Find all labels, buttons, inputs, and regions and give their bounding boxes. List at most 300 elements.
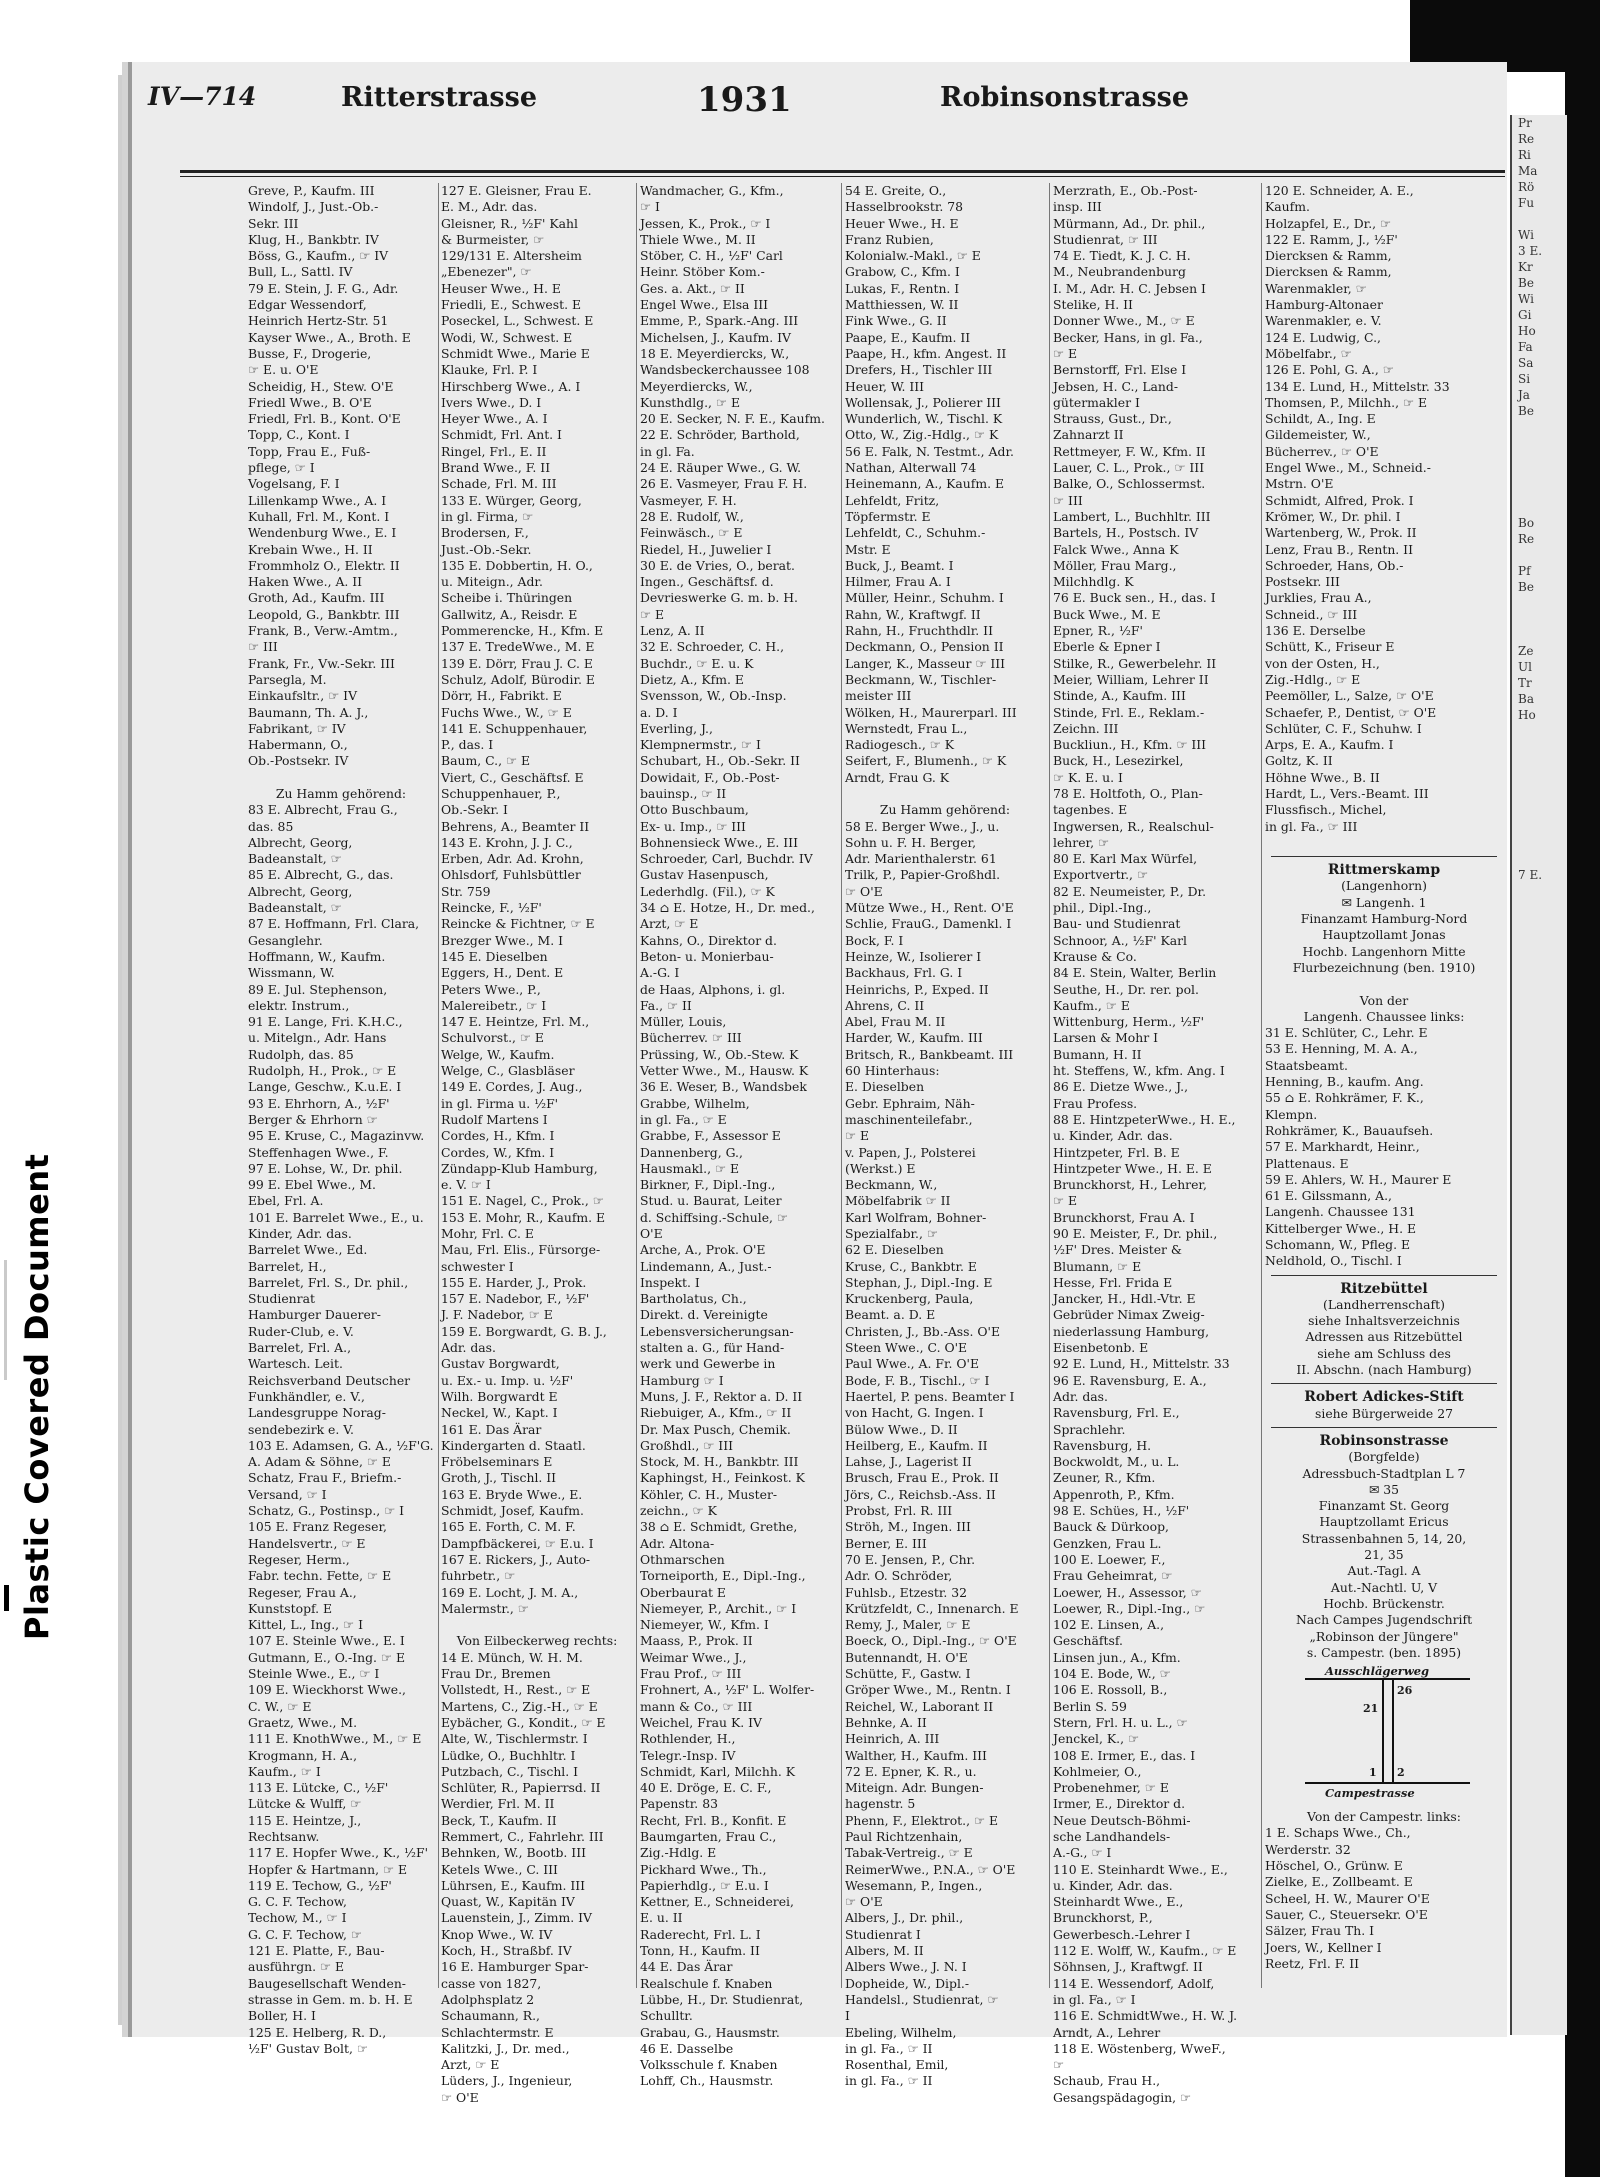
directory-entry-line: Ebeling, Wilhelm, <box>845 2024 957 2040</box>
directory-entry-line: Töpfermstr. E <box>845 508 931 524</box>
directory-entry-line: Stern, Frl. H. u. L., ☞ <box>1053 1714 1188 1730</box>
directory-entry-line: 21, 35 <box>1364 1547 1404 1563</box>
directory-entry-line: Bernstorff, Frl. Else I <box>1053 362 1187 378</box>
page-header <box>0 80 1370 126</box>
directory-entry-line: 20 E. Secker, N. F. E., Kaufm. <box>640 411 825 427</box>
directory-entry-line: Heuer Wwe., H. E <box>845 215 959 231</box>
directory-entry-line: 105 E. Franz Regeser, <box>248 1519 387 1535</box>
directory-entry-line: Arndt, A., Lehrer <box>1053 2024 1161 2040</box>
directory-entry-line: Kunststopf. E <box>248 1600 333 1616</box>
directory-entry-line: Diercksen & Ramm, <box>1265 264 1392 280</box>
directory-entry-line: Gutmann, E., O.-Ing. ☞ E <box>248 1649 406 1665</box>
directory-entry-line: Baum, C., ☞ E <box>441 753 531 769</box>
directory-entry-line: Krömer, W., Dr. phil. I <box>1265 508 1401 524</box>
directory-entry-line: Paape, E., Kaufm. II <box>845 329 971 345</box>
directory-entry-line: Welge, C., Glasbläser <box>441 1063 575 1079</box>
directory-entry-line: A. Adam & Söhne, ☞ E <box>248 1454 391 1470</box>
directory-entry-line: Albrecht, Georg, <box>248 883 353 899</box>
directory-entry-line: Kittelberger Wwe., H. E <box>1265 1220 1417 1236</box>
directory-entry-line: Heuser Wwe., H. E <box>441 280 561 296</box>
directory-entry-line: Barrelet Wwe., Ed. <box>248 1242 368 1258</box>
directory-entry-line: Köhler, C. H., Muster- <box>640 1486 778 1502</box>
directory-entry-line: Muns, J. F., Rektor a. D. II <box>640 1388 803 1404</box>
directory-entry-line: Klempnermstr., ☞ I <box>640 737 761 753</box>
directory-entry-line: Buck, H., Lesezirkel, <box>1053 753 1184 769</box>
directory-entry-line: Fabrikant, ☞ IV <box>248 720 346 736</box>
directory-entry-line: Flussfisch., Michel, <box>1265 802 1387 818</box>
directory-entry-line: 86 E. Dietze Wwe., J., <box>1053 1079 1189 1095</box>
directory-entry-line: Wesemann, P., Ingen., <box>845 1877 983 1893</box>
directory-entry-line: Krebain Wwe., H. II <box>248 541 373 557</box>
directory-entry-line: v. Papen, J., Polsterei <box>845 1144 976 1160</box>
directory-entry-line: ½F' Dres. Meister & <box>1053 1242 1182 1258</box>
directory-entry-line: Lahse, J., Lagerist II <box>845 1454 972 1470</box>
directory-entry-line: 1 E. Schaps Wwe., Ch., <box>1265 1825 1411 1841</box>
directory-entry-line: 36 E. Weser, B., Wandsbek <box>640 1079 807 1095</box>
directory-entry-line: Kolonialw.-Makl., ☞ E <box>845 248 981 264</box>
directory-entry-line: Schmidt, Alfred, Prok. I <box>1265 492 1414 508</box>
directory-entry-line: 59 E. Ahlers, W. H., Maurer E <box>1265 1171 1452 1187</box>
directory-entry-line: (Landherrenschaft) <box>1323 1296 1445 1312</box>
directory-entry-line: Langenh. Chaussee 131 <box>1265 1204 1416 1220</box>
directory-entry-line: Ahrens, C. II <box>845 997 925 1013</box>
directory-entry-line: Zig.-Hdlg., ☞ E <box>1265 671 1361 687</box>
directory-entry-line: sche Landhandels- <box>1053 1828 1171 1844</box>
directory-entry-line: Schütt, K., Friseur E <box>1265 639 1395 655</box>
directory-entry-line: Reichel, W., Laborant II <box>845 1698 994 1714</box>
directory-entry-line: Lehfeldt, C., Schuhm.- <box>845 525 986 541</box>
directory-entry-line: „Robinson der Jüngere" <box>1309 1628 1459 1644</box>
directory-entry-line: Beamt. a. D. E <box>845 1307 936 1323</box>
directory-entry-line: Dietz, A., Kfm. E <box>640 671 744 687</box>
directory-entry-line: Frau Dr., Bremen <box>441 1666 551 1682</box>
directory-entry-line: Kahns, O., Direktor d. <box>640 932 777 948</box>
directory-entry-line: Hilmer, Frau A. I <box>845 574 951 590</box>
directory-entry-line: ☞ <box>1053 2057 1065 2073</box>
directory-entry-line: 74 E. Tiedt, K. J. C. H. <box>1053 248 1191 264</box>
directory-entry-line: Boller, H. I <box>248 2008 316 2024</box>
directory-entry-line: in gl. Fa., ☞ I <box>1053 1991 1136 2007</box>
directory-entry-line: Sälzer, Frau Th. I <box>1265 1923 1374 1939</box>
directory-entry-line: Lauenstein, J., Zimm. IV <box>441 1910 593 1926</box>
directory-entry-line: Bülow Wwe., D. II <box>845 1421 958 1437</box>
directory-entry-line: Hintzpeter Wwe., H. E. E <box>1053 1160 1212 1176</box>
left-street-heading: Ritterstrasse <box>341 82 538 113</box>
directory-entry-line: Lüdke, O., Buchhltr. I <box>441 1747 576 1763</box>
year-heading: 1931 <box>697 80 792 120</box>
directory-entry-line: Schmidt, Karl, Milchh. K <box>640 1763 795 1779</box>
directory-entry-line: Trilk, P., Papier-Großhdl. <box>845 867 1001 883</box>
directory-entry-line: Flurbezeichnung (ben. 1910) <box>1292 959 1476 975</box>
directory-entry-line: 72 E. Epner, K. R., u. <box>845 1763 977 1779</box>
directory-entry-line: 83 E. Albrecht, Frau G., <box>248 802 398 818</box>
directory-entry-line: zeichn., ☞ K <box>640 1503 717 1519</box>
next-page-fragment: Ul <box>1518 660 1532 674</box>
directory-entry-line: Von der <box>1359 992 1409 1008</box>
scan-artifact <box>4 1260 7 1380</box>
directory-entry-line: Butennandt, H. O'E <box>845 1649 968 1665</box>
directory-entry-line: Studienrat, ☞ III <box>1053 231 1158 247</box>
directory-entry-line <box>1265 835 1503 851</box>
directory-entry-line: Niemeyer, P., Archit., ☞ I <box>640 1600 797 1616</box>
next-page-fragment <box>1512 755 1567 771</box>
directory-entry-line: Schubart, H., Ob.-Sekr. II <box>640 753 800 769</box>
directory-entry-line: Hauptzollamt Ericus <box>1319 1514 1449 1530</box>
directory-entry-line: Lederhdlg. (Fil.), ☞ K <box>640 883 775 899</box>
directory-entry-line: Zeuner, R., Kfm. <box>1053 1470 1156 1486</box>
directory-entry-line: in gl. Fa., ☞ E <box>640 1111 727 1127</box>
directory-entry-line: Schlüter, R., Papierrsd. II <box>441 1780 601 1796</box>
directory-entry-line: Zu Hamm gehörend: <box>879 802 1011 818</box>
directory-entry-line: Sohn u. F. H. Berger, <box>845 834 977 850</box>
directory-entry-line: Tonn, H., Kaufm. II <box>640 1943 760 1959</box>
next-page-fragment: Re <box>1518 532 1535 546</box>
directory-entry-line: Höschel, O., Grünw. E <box>1265 1858 1403 1874</box>
directory-entry-line: Schmidt, Josef, Kaufm. <box>441 1503 584 1519</box>
directory-entry-line: Arche, A., Prok. O'E <box>640 1242 766 1258</box>
column-4 <box>845 183 1045 2089</box>
directory-entry-line: Steen Wwe., C. O'E <box>845 1340 968 1356</box>
directory-entry-line: bauinsp., ☞ II <box>640 785 727 801</box>
directory-entry-line: Ob.-Postsekr. IV <box>248 753 349 769</box>
directory-entry-line: Buchdr., ☞ E. u. K <box>640 655 754 671</box>
directory-entry-line: Strauss, Gust., Dr., <box>1053 411 1172 427</box>
directory-entry-line: Dowidait, F., Ob.-Post- <box>640 769 780 785</box>
directory-entry-line: Kalitzki, J., Dr. med., <box>441 2040 570 2056</box>
directory-entry-line: Scheel, H. W., Maurer O'E <box>1265 1890 1430 1906</box>
directory-entry-line: Heinze, W., Isolierer I <box>845 948 982 964</box>
directory-entry-line: Groth, J., Tischl. II <box>441 1470 557 1486</box>
directory-entry-line: Holzapfel, E., Dr., ☞ <box>1265 215 1392 231</box>
directory-entry-line: Heinemann, A., Kaufm. E <box>845 476 1005 492</box>
directory-entry-line: 56 E. Falk, N. Testmt., Adr. <box>845 443 1014 459</box>
directory-entry-line: Bau- und Studienrat <box>1053 916 1181 932</box>
directory-entry-line: Brunckhorst, Frau A. I <box>1053 1209 1195 1225</box>
directory-entry-line: Alte, W., Tischlermstr. I <box>441 1731 588 1747</box>
directory-entry-line: Stud. u. Baurat, Leiter <box>640 1193 782 1209</box>
directory-entry-line: Kinder, Adr. das. <box>248 1226 352 1241</box>
directory-entry-line: Funkhändler, e. V., <box>248 1388 365 1404</box>
directory-entry-line: Bockwoldt, M., u. L. <box>1053 1454 1180 1470</box>
directory-entry-line: Loewer, R., Dipl.-Ing., ☞ <box>1053 1600 1206 1616</box>
section-rule <box>1271 1383 1497 1384</box>
next-page-fragment: Ba <box>1518 692 1534 706</box>
directory-entry-line: Adr. Altona- <box>640 1535 715 1551</box>
directory-entry-line: u. Miteign., Adr. <box>441 574 543 590</box>
directory-entry-line: 117 E. Hopfer Wwe., K., ½F' <box>248 1845 429 1861</box>
directory-entry-line: Linsen jun., A., Kfm. <box>1053 1649 1181 1665</box>
directory-entry-line: Lukas, F., Rentn. I <box>845 280 960 296</box>
street-map <box>1285 1665 1485 1805</box>
street-map-lines <box>1285 1665 1485 1805</box>
directory-entry-line: ht. Steffens, W., kfm. Ang. I <box>1053 1063 1225 1079</box>
directory-entry-line: Kohlmeier, O., <box>1053 1763 1142 1779</box>
directory-entry-line: Knop Wwe., W. IV <box>441 1926 553 1942</box>
directory-entry-line: Cordes, H., Kfm. I <box>441 1128 555 1144</box>
directory-entry-line: Beckmann, W., <box>845 1177 938 1193</box>
directory-entry-line: 61 E. Gilssmann, A., <box>1265 1188 1392 1204</box>
next-page-fragment <box>1512 803 1567 819</box>
directory-entry-line: 110 E. Steinhardt Wwe., E., <box>1053 1861 1228 1877</box>
directory-entry-line: Eggers, H., Dent. E <box>441 965 564 981</box>
directory-entry-line: ☞ E <box>640 606 665 622</box>
directory-entry-line: Behnke, A. II <box>845 1714 927 1730</box>
directory-entry-line <box>845 786 1045 802</box>
directory-entry-line: Jessen, K., Prok., ☞ I <box>640 215 771 231</box>
directory-entry-line: Otto Buschbaum, <box>640 802 749 818</box>
directory-entry-line: Miteign. Adr. Bungen- <box>845 1780 984 1796</box>
directory-entry-line: Heinr. Stöber Kom.- <box>640 264 765 280</box>
directory-entry-line: Lenz, A. II <box>640 623 705 639</box>
directory-entry-line: Diercksen & Ramm, <box>1265 248 1392 264</box>
directory-entry-line: Lange, Geschw., K.u.E. I <box>248 1079 402 1095</box>
directory-entry-line: Reincke, F., ½F' <box>441 900 542 916</box>
directory-entry-line: siehe Inhaltsverzeichnis <box>1308 1313 1460 1329</box>
directory-entry-line: Paul Richtzenhain, <box>845 1828 963 1844</box>
directory-entry-line: Devrieswerke G. m. b. H. <box>640 590 798 606</box>
directory-entry-line: Kruckenberg, Paula, <box>845 1291 974 1307</box>
directory-entry-line: Harder, W., Kaufm. III <box>845 1030 983 1046</box>
directory-entry-line: Buckliun., H., Kfm. ☞ III <box>1053 737 1207 753</box>
directory-entry-line: Papierhdlg., ☞ E.u. I <box>640 1877 769 1893</box>
directory-entry-line: Bull, L., Sattl. IV <box>248 264 353 280</box>
directory-entry-line: 135 E. Dobbertin, H. O., <box>441 557 593 573</box>
directory-entry-line: 53 E. Henning, M. A. A., <box>1265 1041 1418 1057</box>
directory-entry-line: Rahn, H., Fruchthdlr. II <box>845 623 993 639</box>
directory-entry-line: Probenehmer, ☞ E <box>1053 1780 1169 1796</box>
directory-entry-line: Weimar Wwe., J., <box>640 1649 747 1665</box>
directory-entry-line: Rechtsanw. <box>248 1828 320 1844</box>
directory-entry-line: Adr. O. Schröder, <box>845 1568 953 1584</box>
directory-entry-line: Fuhlsb., Etzestr. 32 <box>845 1584 968 1600</box>
directory-entry-line: Nathan, Alterwall 74 <box>845 460 977 476</box>
directory-entry-line: Irmer, E., Direktor d. <box>1053 1796 1186 1812</box>
next-page-fragment: 7 E. <box>1518 868 1543 882</box>
directory-entry-line: Gebrüder Nimax Zweig- <box>1053 1307 1205 1323</box>
directory-entry-line: in gl. Firma, ☞ <box>441 508 534 524</box>
directory-entry-line: Schulvorst., ☞ E <box>441 1030 544 1046</box>
directory-entry-line: Berger & Ehrhorn ☞ <box>248 1111 378 1127</box>
next-page-fragment <box>1512 723 1567 739</box>
directory-entry-line: Möbelfabr., ☞ <box>1265 345 1352 361</box>
directory-entry-line: Schade, Frl. M. III <box>441 476 557 492</box>
directory-entry-line: Abel, Frau M. II <box>845 1014 946 1030</box>
directory-entry-line: 122 E. Ramm, J., ½F' <box>1265 231 1398 247</box>
directory-entry-line: Schütte, F., Gastw. I <box>845 1666 971 1682</box>
directory-entry-line: ☞ E <box>1053 1193 1078 1209</box>
directory-entry-line: Wernstedt, Frau L., <box>845 720 968 736</box>
directory-entry-line: Koch, H., Straßbf. IV <box>441 1943 572 1959</box>
header-rule <box>180 170 1505 173</box>
directory-entry-line: von Hacht, G. Ingen. I <box>845 1405 984 1421</box>
directory-entry-line: 60 Hinterhaus: <box>845 1063 940 1079</box>
directory-entry-line: 129/131 E. Altersheim <box>441 248 582 264</box>
directory-entry-line: Einkaufsltr., ☞ IV <box>248 688 358 704</box>
directory-entry-line: Heuer, W. III <box>845 378 925 394</box>
directory-entry-line: Rahn, W., Kraftwgf. II <box>845 606 981 622</box>
directory-entry-line: Fuchs Wwe., W., ☞ E <box>441 704 572 720</box>
directory-entry-line: Badeanstalt, ☞ <box>248 851 342 867</box>
directory-entry-line: Gallwitz, A., Reisdr. E <box>441 606 578 622</box>
directory-entry-line: Mstr. E <box>845 541 891 557</box>
directory-entry-line: Klug, H., Bankbtr. IV <box>248 231 379 247</box>
directory-entry-line: Milchhdlg. K <box>1053 574 1134 590</box>
directory-entry-line: u. Mitelgn., Adr. Hans <box>248 1030 387 1046</box>
directory-entry-line: Fröbelseminars E <box>441 1454 553 1470</box>
page-stack-edge <box>118 75 126 2025</box>
directory-entry-line <box>1265 976 1503 992</box>
directory-entry-line: Othmarschen <box>640 1551 725 1567</box>
directory-entry-line: 163 E. Bryde Wwe., E. <box>441 1486 583 1502</box>
directory-entry-line: Hoffmann, W., Kaufm. <box>248 948 386 964</box>
directory-entry-line: Ravensburg, Frl. E., <box>1053 1405 1180 1421</box>
directory-entry-line: Albers Wwe., J. N. I <box>845 1959 967 1975</box>
directory-entry-line: Malereibetr., ☞ I <box>441 997 547 1013</box>
directory-entry-line: Ingen., Geschäftsf. d. <box>640 574 774 590</box>
directory-entry-line: Remmert, C., Fahrlehr. III <box>441 1828 604 1844</box>
directory-entry-line: Vogelsang, F. I <box>248 476 340 492</box>
directory-entry-line: Thomsen, P., Milchh., ☞ E <box>1265 394 1428 410</box>
directory-entry-line: Friedl Wwe., B. O'E <box>248 394 372 410</box>
directory-entry-line: Wartenberg, W., Prok. II <box>1265 525 1417 541</box>
directory-entry-line: 167 E. Rickers, J., Auto- <box>441 1551 591 1567</box>
directory-entry-line: Rudolf Martens I <box>441 1111 548 1127</box>
directory-entry-line: Baugesellschaft Wenden- <box>248 1975 406 1991</box>
next-page-fragment <box>1512 483 1567 499</box>
next-page-edge <box>1510 115 1567 2035</box>
directory-entry-line: Leopold, G., Bankbtr. III <box>248 606 400 622</box>
directory-entry-line: Gustav Hasenpusch, <box>640 867 769 883</box>
next-page-fragment: 3 E. <box>1518 244 1543 258</box>
directory-entry-line: Parsegla, M. <box>248 671 327 687</box>
directory-entry-line: 149 E. Cordes, J. Aug., <box>441 1079 583 1095</box>
directory-entry-line: Lebensversicherungsan- <box>640 1323 794 1339</box>
section-rule <box>1271 1427 1497 1428</box>
directory-entry-line: Finanzamt St. Georg <box>1318 1498 1450 1514</box>
directory-entry-line: Hardt, L., Vers.-Beamt. III <box>1265 785 1429 801</box>
next-page-fragment: Be <box>1518 580 1534 594</box>
directory-entry-line: Ströh, M., Ingen. III <box>845 1519 971 1535</box>
directory-entry-line: Schmidt, Frl. Ant. I <box>441 427 562 443</box>
directory-entry-line: 165 E. Forth, C. M. F. <box>441 1519 576 1535</box>
directory-entry-line: Hauptzollamt Jonas <box>1322 927 1446 943</box>
directory-entry-line: ☞ O'E <box>845 883 883 899</box>
directory-entry-line: Langer, K., Masseur ☞ III <box>845 655 1006 671</box>
directory-entry-line: Hesse, Frl. Frida E <box>1053 1274 1173 1290</box>
directory-entry-line: Remy, J., Maler, ☞ E <box>845 1617 971 1633</box>
directory-entry-line: Lütcke & Wulff, ☞ <box>248 1796 362 1812</box>
directory-entry-line: Jenckel, K., ☞ <box>1053 1731 1140 1747</box>
directory-entry-line: Handelsl., Studienrat, ☞ <box>845 1991 999 2007</box>
directory-entry-line: Heinrich, A. III <box>845 1731 940 1747</box>
directory-entry-line: Graetz, Wwe., M. <box>248 1714 358 1730</box>
directory-entry-line: Hamburger Dauerer- <box>248 1307 381 1323</box>
directory-entry-line: Schildt, A., Ing. E <box>1265 411 1376 427</box>
directory-entry-line: 147 E. Heintze, Frl. M., <box>441 1014 590 1030</box>
directory-entry-line: Postsekr. III <box>1265 574 1340 590</box>
directory-entry-line: Topp, Frau E., Fuß- <box>248 443 371 459</box>
directory-entry-line: niederlassung Hamburg, <box>1053 1323 1210 1339</box>
next-page-fragment: Ri <box>1518 148 1531 162</box>
directory-entry-line: Lohff, Ch., Hausmstr. <box>640 2073 774 2089</box>
directory-entry-line: 31 E. Schlüter, C., Lehr. E <box>1265 1025 1428 1041</box>
directory-entry-line: phil., Dipl.-Ing., <box>1053 900 1152 916</box>
directory-entry-line: ☞ III <box>1053 492 1083 508</box>
directory-entry-line: 121 E. Platte, F., Bau- <box>248 1943 385 1959</box>
directory-entry-line: 126 E. Pohl, G. A., ☞ <box>1265 362 1394 378</box>
directory-entry-line: Raderecht, Frl. L. I <box>640 1926 761 1942</box>
directory-entry-line: Adressbuch-Stadtplan L 7 <box>1302 1465 1466 1481</box>
directory-entry-line: insp. III <box>1053 199 1102 215</box>
directory-entry-line: 78 E. Holtfoth, O., Plan- <box>1053 785 1203 801</box>
column-6 <box>1265 183 1503 2003</box>
directory-entry-line: Weichel, Frau K. IV <box>640 1714 762 1730</box>
map-label-top: Ausschlägerweg <box>1325 1664 1430 1679</box>
directory-entry-line: Lambert, L., Buchhltr. III <box>1053 508 1211 524</box>
directory-entry-line: Barrelet, Frl. A., <box>248 1340 352 1356</box>
directory-entry-line: ✉ 35 <box>1368 1481 1400 1497</box>
next-page-fragment <box>1512 419 1567 435</box>
next-page-fragment: Kr <box>1518 260 1533 274</box>
directory-entry-line: Schnoor, A., ½F' Karl <box>1053 932 1187 948</box>
directory-entry-line: Brunckhorst, P., <box>1053 1910 1153 1926</box>
directory-entry-line: 90 E. Meister, F., Dr. phil., <box>1053 1226 1218 1241</box>
directory-entry-line: Matthiessen, W. II <box>845 297 959 313</box>
directory-entry-line: Stilke, R., Gewerbelehr. II <box>1053 655 1217 671</box>
directory-entry-line: Sauer, C., Steuersekr. O'E <box>1265 1906 1428 1922</box>
directory-entry-line: 84 E. Stein, Walter, Berlin <box>1053 965 1217 981</box>
directory-entry-line: 134 E. Lund, H., Mittelstr. 33 <box>1265 378 1450 394</box>
directory-entry-line: Zu Hamm gehörend: <box>275 785 407 801</box>
directory-entry-line: & Burmeister, ☞ <box>441 231 545 247</box>
next-page-fragment: Ja <box>1518 388 1530 402</box>
directory-entry-line: Ivers Wwe., D. I <box>441 394 542 410</box>
column-3 <box>640 183 838 2089</box>
next-page-fragment <box>1512 787 1567 803</box>
directory-entry-line: Kaufm., ☞ E <box>1053 997 1130 1013</box>
directory-entry-line: 92 E. Lund, H., Mittelstr. 33 <box>1053 1356 1230 1372</box>
directory-entry-line: a. D. I <box>640 704 678 720</box>
directory-entry-line: Riedel, H., Juwelier I <box>640 541 772 557</box>
directory-entry-line: 93 E. Ehrhorn, A., ½F' <box>248 1095 390 1111</box>
directory-entry-line: meister III <box>845 688 912 704</box>
directory-entry-line: Stöber, C. H., ½F' Carl <box>640 248 783 264</box>
directory-entry-line: G. C. F. Techow, ☞ <box>248 1926 362 1942</box>
directory-entry-line: Sprachlehr. <box>1053 1421 1126 1437</box>
directory-entry-line: in gl. Firma u. ½F' <box>441 1095 559 1111</box>
directory-entry-line: Ravensburg, H. <box>1053 1437 1152 1453</box>
directory-entry-line: 30 E. de Vries, O., berat. <box>640 557 795 573</box>
directory-entry-line: Schroeder, Carl, Buchdr. IV <box>640 851 813 867</box>
directory-entry-line: 38 ⌂ E. Schmidt, Grethe, <box>640 1519 798 1535</box>
directory-entry-line: Papenstr. 83 <box>640 1796 718 1812</box>
next-page-fragment: Gi <box>1518 308 1532 322</box>
directory-entry-line: Hasselbrookstr. 78 <box>845 199 964 215</box>
directory-entry-line: 153 E. Mohr, R., Kaufm. E <box>441 1209 606 1225</box>
directory-entry-line: Lenz, Frau B., Rentn. II <box>1265 541 1413 557</box>
directory-entry-line: 88 E. HintzpeterWwe., H. E., <box>1053 1111 1236 1127</box>
directory-entry-line: (Langenhorn) <box>1341 878 1427 894</box>
directory-entry-line: Bartholatus, Ch., <box>640 1291 747 1307</box>
directory-entry-line: siehe am Schluss des <box>1317 1345 1451 1361</box>
directory-entry-line: Zeichn. III <box>1053 720 1119 736</box>
directory-entry-line: 103 E. Adamsen, G. A., ½F'G. <box>248 1437 434 1453</box>
directory-entry-line: Langenh. Chaussee links: <box>1303 1008 1465 1024</box>
directory-entry-line: Ringel, Frl., E. II <box>441 443 547 459</box>
directory-entry-line: II. Abschn. (nach Hamburg) <box>1296 1362 1472 1378</box>
directory-entry-line: 120 E. Schneider, A. E., <box>1265 183 1414 198</box>
directory-entry-line: 58 E. Berger Wwe., J., u. <box>845 818 1000 834</box>
